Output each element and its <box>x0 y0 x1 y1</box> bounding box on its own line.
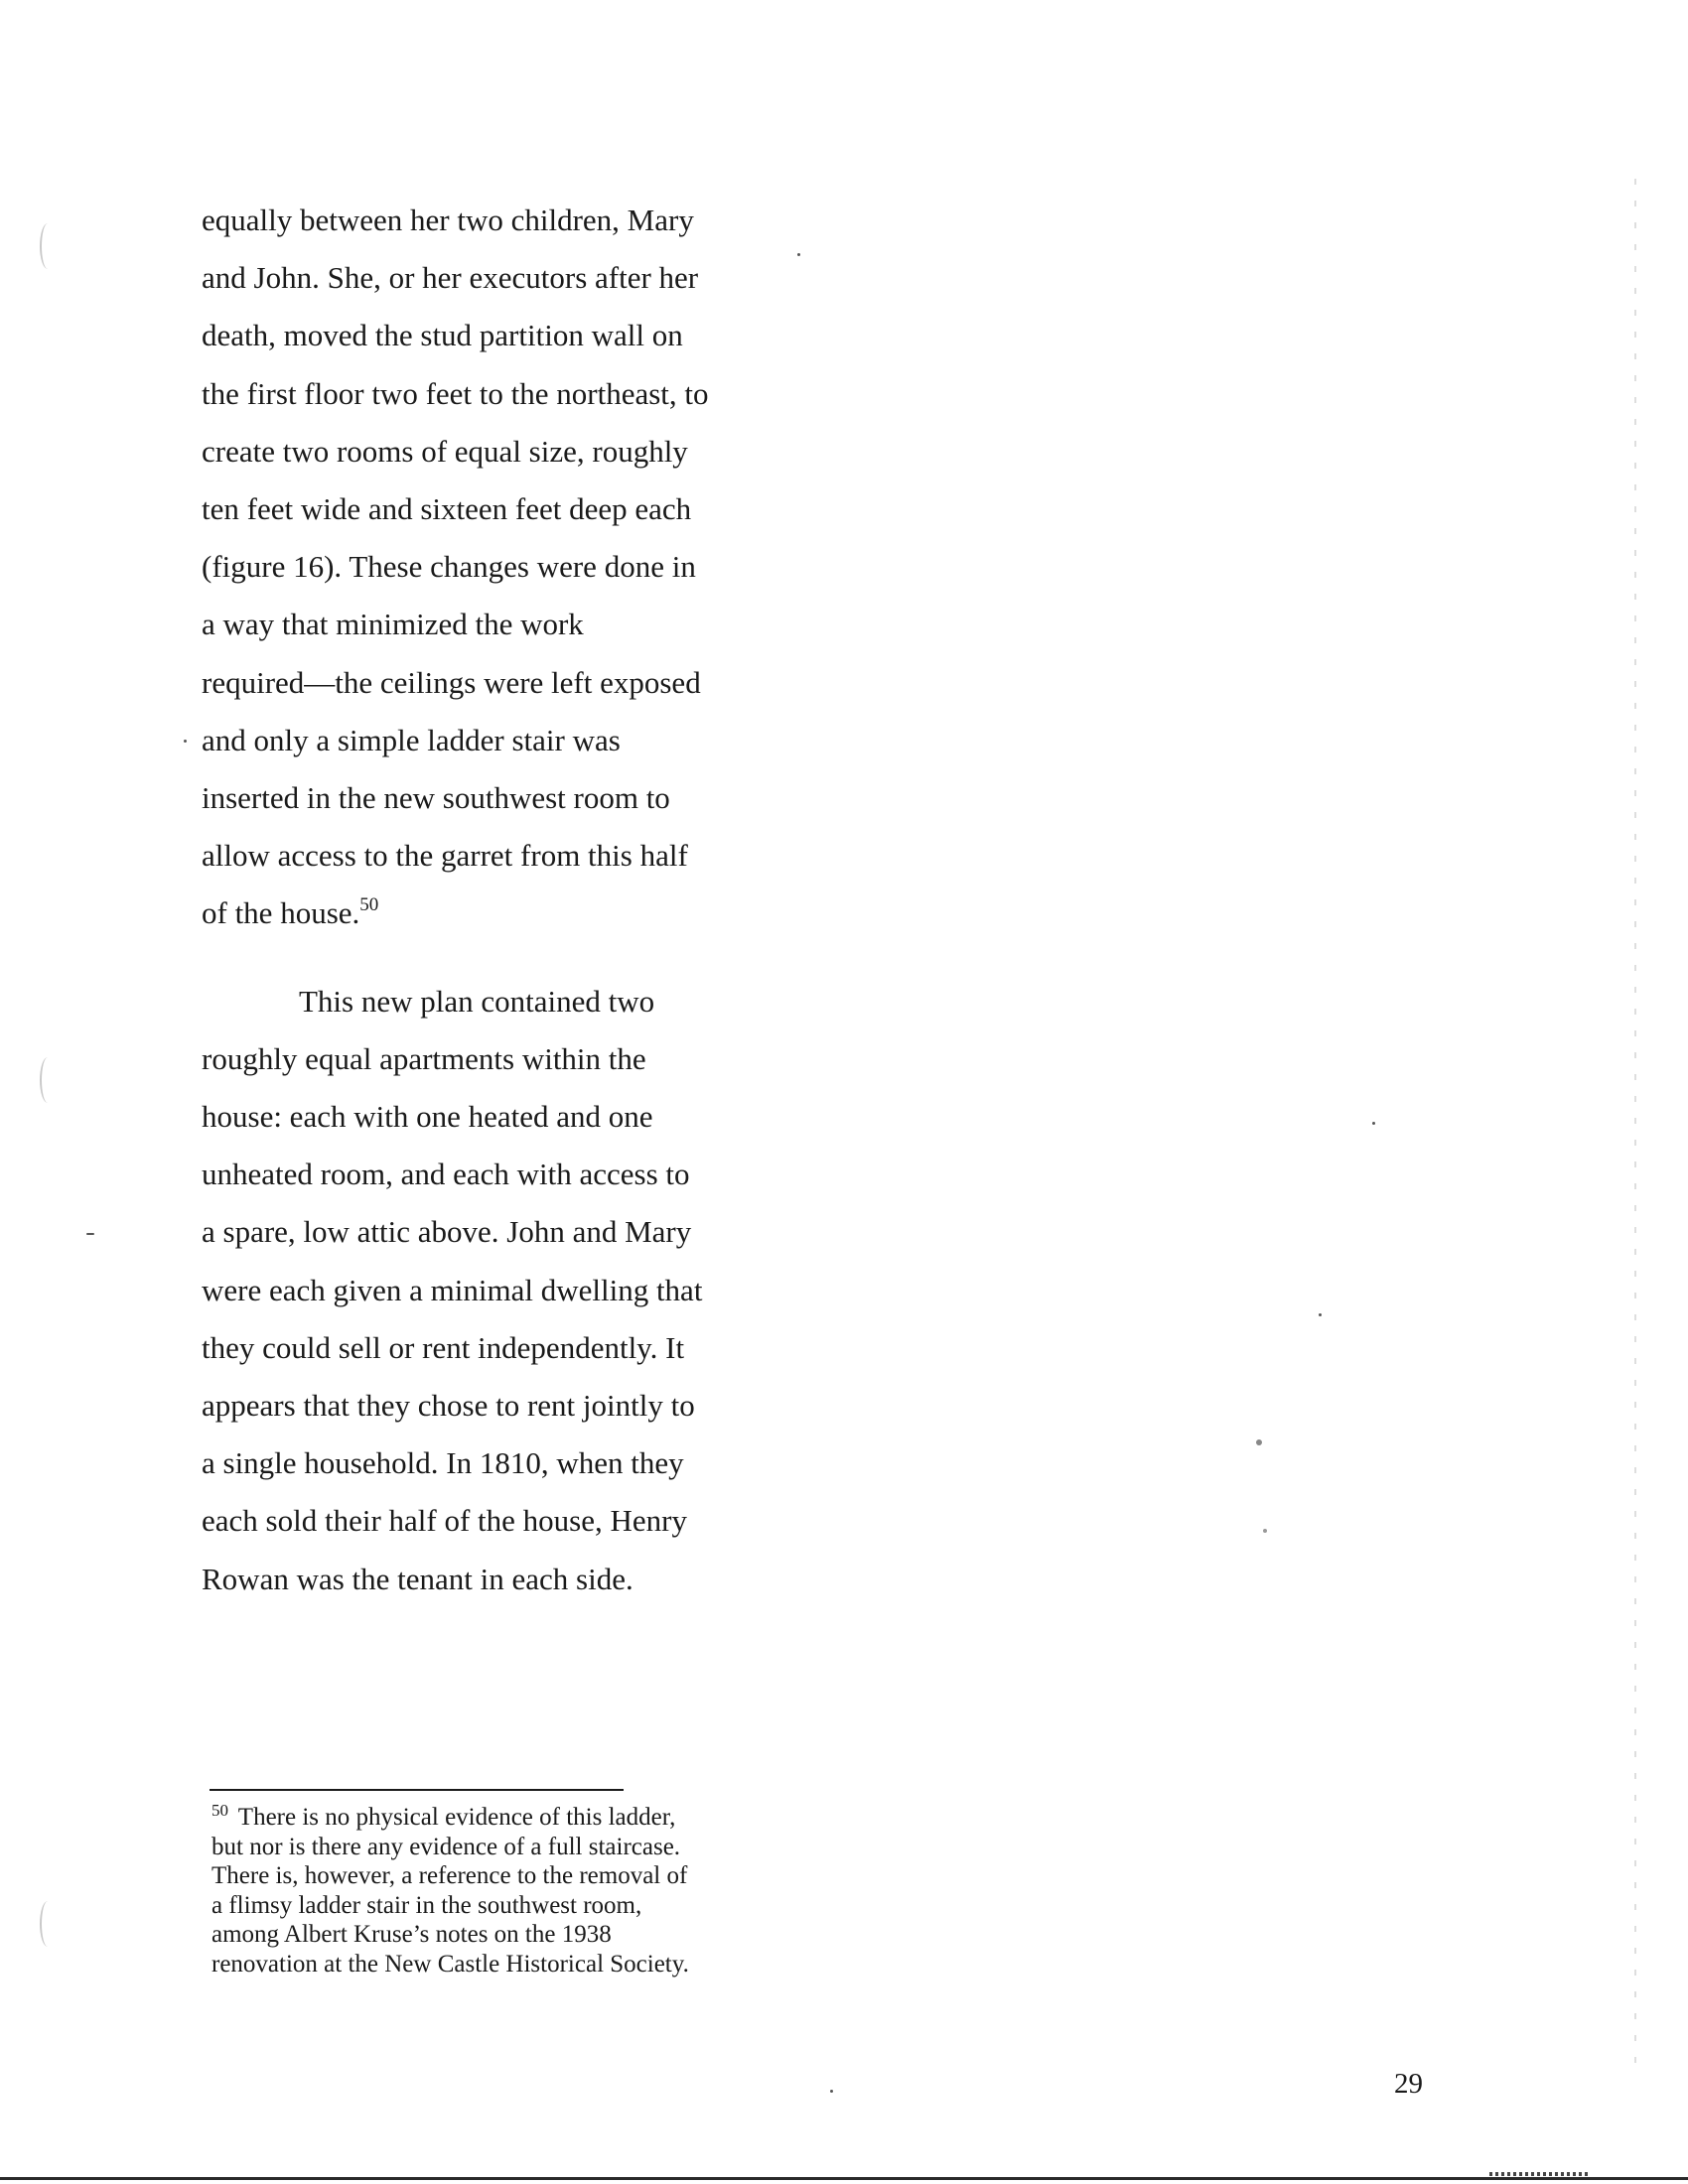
text-line: Rowan was the tenant in each side. <box>202 1561 633 1596</box>
page-number: 29 <box>1394 2068 1423 2100</box>
scan-speck <box>1319 1313 1322 1316</box>
footnote-line: There is, however, a reference to the removal of <box>211 1862 688 1890</box>
text-line: This new plan contained two <box>299 983 655 1019</box>
text-line: a way that minimized the work <box>202 607 584 642</box>
text-line: allow access to the garret from this half <box>202 838 688 874</box>
text-line: of the house. <box>202 895 360 931</box>
scan-speck <box>1256 1439 1262 1445</box>
text-line: a spare, low attic above. John and Mary <box>202 1214 692 1250</box>
scan-speck <box>1372 1122 1375 1125</box>
text-line: and John. She, or her executors after her <box>202 260 699 296</box>
text-line: ten feet wide and sixteen feet deep each <box>202 491 692 527</box>
footnote-line: a flimsy ladder stair in the southwest room, <box>211 1891 642 1919</box>
text-line: each sold their half of the house, Henry <box>202 1503 687 1539</box>
scan-speck <box>86 1233 94 1235</box>
scan-speck <box>1263 1529 1267 1533</box>
text-line: house: each with one heated and one <box>202 1099 653 1135</box>
text-line: roughly equal apartments within the <box>202 1040 646 1076</box>
scan-edge-artifact <box>1489 2172 1589 2176</box>
text-line: they could sell or rent independently. It <box>202 1329 685 1365</box>
text-line: inserted in the new southwest room to <box>202 780 670 816</box>
scan-speck <box>184 740 187 743</box>
text-line: equally between her two children, Mary <box>202 203 694 237</box>
footnote <box>211 1803 768 1979</box>
text-line: (figure 16). These changes were done in <box>202 549 696 585</box>
scan-artifact-arc <box>40 223 56 269</box>
text-line: the first floor two feet to the northeast, to <box>202 375 709 411</box>
scan-artifact-arc <box>40 1057 56 1103</box>
footnote-reference[interactable]: 50 <box>359 894 379 916</box>
scan-edge-bottom <box>0 2177 1688 2180</box>
scan-speck <box>830 2090 833 2093</box>
text-line: required—the ceilings were left exposed <box>202 664 701 700</box>
paragraph-2 <box>202 973 797 1608</box>
scan-speck <box>797 253 800 256</box>
text-line: create two rooms of equal size, roughly <box>202 433 688 469</box>
text-line: and only a simple ladder stair was <box>202 722 621 757</box>
footnote-line: but nor is there any evidence of a full staircase. <box>211 1833 681 1860</box>
scan-edge-right <box>1634 179 1636 2065</box>
text-line: death, moved the stud partition wall on <box>202 318 683 353</box>
footnote-line: among Albert Kruse’s notes on the 1938 <box>211 1921 612 1949</box>
footnote-line: There is no physical evidence of this ladder, <box>232 1804 676 1831</box>
text-line: a single household. In 1810, when they <box>202 1445 684 1481</box>
scan-artifact-arc <box>40 1901 56 1947</box>
text-line: unheated room, and each with access to <box>202 1157 690 1192</box>
paragraph-1 <box>202 192 797 943</box>
footnote-line: renovation at the New Castle Historical Society. <box>211 1950 689 1978</box>
text-line: appears that they chose to rent jointly to <box>202 1388 695 1424</box>
footnote-number: 50 <box>211 1801 228 1820</box>
main-text-body <box>202 192 797 1608</box>
text-line: were each given a minimal dwelling that <box>202 1272 703 1307</box>
footnote-divider <box>210 1789 624 1791</box>
